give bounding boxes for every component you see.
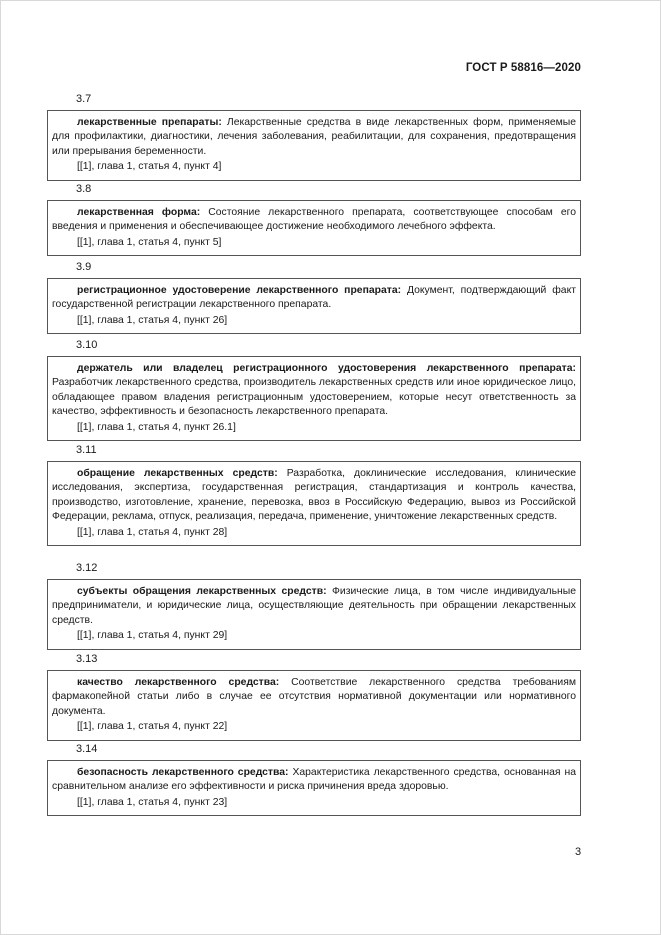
term-text: Состояние лекарственного препарата, соответствующее способам его введения и применения и обеспечивающее достижение необходимого лечебного эффекта.: [52, 207, 576, 233]
term-name: качество лекарственного средства:: [77, 677, 280, 688]
term-text: Разработчик лекарственного средства, производитель лекарственных средств или иное юридическое лицо, обладающее правом владения регистрационным удостоверением, которые несут ответственность за качество, эффективность и безопасность лекарственного препарата.: [52, 377, 576, 418]
term-source: [[1], глава 1, статья 4, пункт 26]: [77, 314, 228, 326]
term-source: [[1], глава 1, статья 4, пункт 5]: [77, 236, 222, 248]
term-name: регистрационное удостоверение лекарственного препарата:: [77, 285, 402, 296]
term-definition-box: [47, 760, 581, 816]
term-text: Физические лица, в том числе индивидуальные предприниматели, и юридические лица, осуществляющие деятельность при обращении лекарственных средств.: [52, 586, 576, 626]
term-definition-box: [47, 461, 581, 546]
term-name: держатель или владелец регистрационного удостоверения лекарственного препарата:: [77, 363, 576, 374]
term-name: субъекты обращения лекарственных средств:: [77, 586, 327, 597]
term-number: 3.13: [76, 653, 98, 665]
term-text: Характеристика лекарственного средства, основанная на сравнительном анализе его эффективности и риска причинения вреда здоровью.: [52, 767, 576, 793]
term-3-14: [47, 742, 581, 816]
term-definition: [52, 362, 576, 420]
term-definition: [52, 206, 576, 235]
term-definition-box: [47, 110, 581, 181]
term-source: [[1], глава 1, статья 4, пункт 26.1]: [77, 421, 236, 433]
standard-designation: ГОСТ Р 58816—2020: [465, 62, 581, 74]
term-3-13: [47, 652, 581, 741]
term-definition: [52, 467, 576, 525]
term-number: 3.8: [76, 183, 92, 195]
term-name: лекарственные препараты:: [77, 117, 222, 128]
page-number: 3: [575, 846, 582, 858]
term-source: [[1], глава 1, статья 4, пункт 28]: [77, 526, 228, 538]
term-3-9: [47, 260, 581, 334]
term-text: Соответствие лекарственного средства требованиям фармакопейной статьи либо в случае ее отсутствия нормативной документации или нормативного документа.: [52, 677, 576, 717]
term-text: Разработка, доклинические исследования, клинические исследования, экспертиза, государственная регистрация, стандартизация и контроль качества, производство, изготовление, хранение, перевозка, ввоз в Российскую Федерацию, вывоз из Российской Федерации, реклама, отпуск, реализация, передача, применение, уничтожение лекарственных средств.: [52, 468, 576, 523]
term-source: [[1], глава 1, статья 4, пункт 29]: [77, 630, 228, 642]
term-definition-box: [47, 200, 581, 256]
term-text: Лекарственные средства в виде лекарственных форм, применяемые для профилактики, диагностики, лечения заболевания, реабилитации, для сохранения, предотвращения или прерывания беременности.: [52, 117, 577, 157]
term-3-11: [47, 443, 581, 546]
term-number: 3.12: [76, 562, 98, 574]
term-name: лекарственная форма:: [77, 207, 201, 218]
term-source: [[1], глава 1, статья 4, пункт 22]: [77, 721, 228, 733]
term-definition: [52, 284, 576, 313]
term-source: [[1], глава 1, статья 4, пункт 4]: [77, 161, 222, 173]
term-definition: [52, 676, 576, 719]
term-definition: [52, 585, 576, 628]
term-definition: [52, 766, 576, 795]
term-number: 3.10: [76, 339, 98, 351]
term-definition: [52, 116, 576, 159]
term-3-7: [47, 92, 581, 181]
term-name: безопасность лекарственного средства:: [77, 767, 289, 778]
term-3-12: [47, 561, 581, 650]
term-definition-box: [47, 670, 581, 741]
term-definition-box: [47, 579, 581, 650]
term-3-10: [47, 338, 581, 441]
term-number: 3.11: [76, 444, 97, 456]
term-3-8: [47, 182, 581, 256]
term-name: обращение лекарственных средств:: [77, 468, 278, 479]
term-number: 3.9: [76, 261, 92, 273]
term-definition-box: [47, 356, 581, 441]
term-number: 3.7: [76, 93, 92, 105]
term-definition-box: [47, 278, 581, 334]
term-source: [[1], глава 1, статья 4, пункт 23]: [77, 796, 228, 808]
term-text: Документ, подтверждающий факт государственной регистрации лекарственного препарата.: [52, 285, 576, 311]
term-number: 3.14: [76, 743, 98, 755]
